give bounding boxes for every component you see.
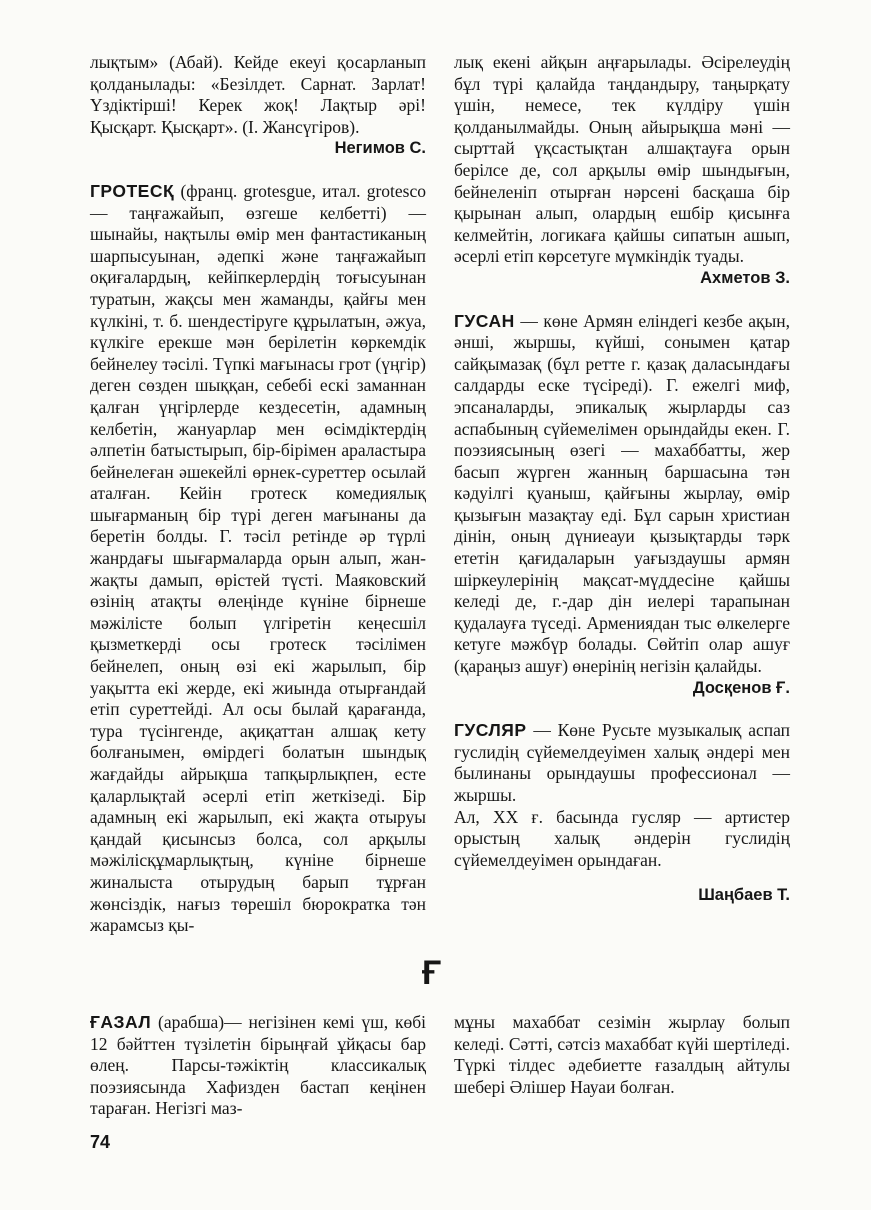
continuation-text: лықтым» (Абай). Кейде екеуі қосарланып қолданылады: «Безілдет. Сарнат. Зарлат! Үздіктірші! Керек жоқ! Лақтыр әрі! Қысқарт. Қысқарт». (І. Жансүгіров). — [90, 52, 426, 137]
term-gusan: ГУСАН — [454, 310, 515, 331]
author-doskenov: Досқенов Ғ. — [692, 678, 790, 697]
page-number: 74 — [90, 1132, 111, 1152]
entry-gazal — [90, 1012, 426, 1120]
left-column-top — [90, 52, 426, 937]
entry-guslyar-body: — Көне Русьте музыкалық аспап гуслидің сүйемелдеуімен халық әндері мен былинаны орындаушы профессионал — жыршы. — [454, 720, 791, 805]
grotesk-continuation: лық екені айқын аңғарылады. Әсірелеудің бұл түрі қалайда таңдандыру, таңырқату үшін, немесе, тек күлдіру үшін қолданылмайды. Оның айырықша мәні — сырттай үқсастықтан алшақтауға орын берілсе де, сол арқылы өмір шындығын, бейнеленіп отырған нәрсені басқаша бір қырынан алып, олардың ешбір қисынға келмейтін, логикаға қайшы сипатын ашып, әсерлі етіп көрсетуге мүмкіндік туады. — [454, 52, 790, 267]
term-gazal: ҒАЗАЛ — [90, 1012, 152, 1032]
right-column-top — [454, 52, 790, 907]
entry-grotesk-body: (франц. grotesgue, итал. grotesco — таңғажайып, өзгеше келбетті) — шынайы, нақтылы өмір мен фантастиканың шарпысуынан, әдепкі және таңғажайып оқиғалардың, кейіпкерлердің тоғысуынан туратын, жақсы мен жаманды, қайғы мен күлкіні, т. б. шендестіруге құрылатын, әжуа, күлкіге ерекше мән берілетін көркемдік бейнелеу тәсілі. Түпкі мағынасы грот (үңгір) деген сөзден шыққан, себебі ескі заманнан қалған үңгірлерде кездесетін, адамның келбетін, жануарлар мен өсімдіктердің әлпетін батыстырып, бір-бірімен араластыра бейнелеған әшекейлі өрнек-суреттер осылай аталған. Кейін гротеск комедиялық шығарманың бір түрі деген мағынаны да беретін болды. Г. тәсіл ретінде әр түрлі жанрдағы шығармаларда орын алып, жан-жақты дамып, өрістей түсті. Маяковский өзінің атақты өлеңінде күніне бірнеше мәжілісте болып үлгіретін кеңесшіл қызметкерді осы гротеск тәсілімен бейнелеп, оның өзі екі жарылып, бір уақытта екі жерде, екі жиында отырғандай етіп суреттейді. Ал осы былай қарағанда, тура түсінгенде, ақиқаттан алшақ кету болғанымен, өмірдегі болатын шындық жағдайды айрықша тапқырлықпен, есте қаларлықтай әсерлі етіп жеткізеді. Бір адамның екі жарылып, екі жақта отыруы қандай қисынсыз болса, сол арқылы мәжілісқұмарлықтың, күніне бірнеше жиналыста отырудың барып тұрған жөнсіздік, нағыз төрешіл бюрократка тән жарамсыз қы- — [90, 180, 426, 936]
author-negimov: Негимов С. — [334, 139, 426, 158]
term-guslyar: ГУСЛЯР — [454, 720, 527, 741]
author-akhmetov: Ахметов З. — [700, 268, 790, 287]
entry-gusan — [454, 311, 790, 678]
author-shanbaev: Шаңбаев Т. — [698, 886, 790, 905]
gazal-continuation: мұны махаббат сезімін жырлау болып келеді. Сәтті, сәтсіз махаббат күйі шертіледі. Түркі тілдес әдебиетте ғазалдың айтулы шебері Әлішер Науаи болған. — [454, 1012, 790, 1097]
section-letter-heading: Ғ — [422, 954, 442, 992]
entry-gazal-body: (арабша)— негізінен кемі үш, көбі 12 бәйттен түзілетін бірыңғай ұйқасы бар өлең. Парсы-тәжіктің классикалық поэзиясында Хафизден бастап кеңінен тараған. Негізгі маз- — [90, 1012, 427, 1119]
right-column-bottom — [454, 1012, 790, 1098]
entry-guslyar-body-2: Ал, XX ғ. басында гусляр — артистер орыстың халық әндерін гуслидің сүйемелдеуімен орындаған. — [454, 806, 790, 870]
left-column-bottom — [90, 1012, 426, 1120]
entry-grotesk — [90, 181, 426, 937]
entry-guslyar — [454, 720, 790, 806]
term-grotesk: ГРОТЕСҚ — [90, 180, 175, 201]
entry-gusan-body: — көне Армян еліндегі кезбе ақын, әнші, жыршы, күйші, сонымен қатар сайқымазақ (бұл ретте г. қазақ даласындағы салдарды еске түсіреді). Г. ежелгі миф, эпсаналарды, эпикалық жырларды саз аспабының сүйемелімен орындайды екен. Г. поэзиясының өзегі — махаббатты, жер басып жүрген жанның баршасына тән кәдуілгі қуаныш, қайғыны жырлау, өмір қызығын мазақтау еді. Бұл сарын христиан дінін, оның дүниеауи қызықтарды тәрк ететін қағидаларын уағыздаушы армян шіркеулерінің мақсат-мүддесіне қайшы келеді де, г.-дар дін иелері тарапынан қудалауға түседі. Армениядан тыс өлкелерге кетуге мәжбүр болады. Сөйтіп олар ашуғ (қараңыз ашуғ) өнерінің негізін қалайды. — [454, 310, 790, 677]
